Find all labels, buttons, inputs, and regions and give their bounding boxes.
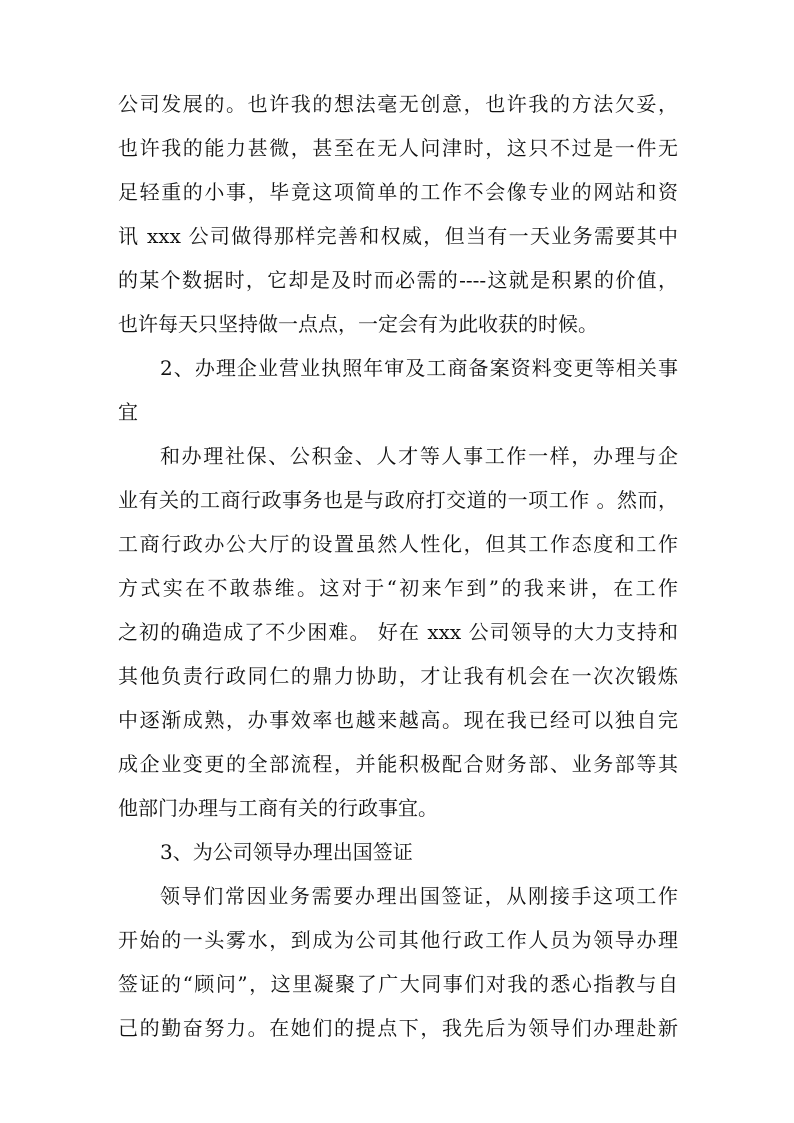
text-line: 中逐渐成熟，办事效率也越来越高。现在我已经可以独自完 <box>118 708 678 732</box>
text-line: 业有关的工商行政事务也是与政府打交道的一项工作 。然而， <box>118 488 678 512</box>
text-line: 公司发展的。也许我的想法毫无创意，也许我的方法欠妥， <box>118 92 678 116</box>
text-line: 也许我的能力甚微，甚至在无人问津时，这只不过是一件无 <box>118 136 678 160</box>
text-line: 工商行政办公大厅的设置虽然人性化，但其工作态度和工作 <box>118 532 678 556</box>
text-line: 方式实在不敢恭维。这对于“初来乍到”的我来讲，在工作 <box>118 576 678 600</box>
section-heading: 3、为公司领导办理出国签证 <box>160 840 413 864</box>
text-line: 也许每天只坚持做一点点，一定会有为此收获的时候。 <box>118 312 598 336</box>
text-line: 其他负责行政同仁的鼎力协助，才让我有机会在一次次锻炼 <box>118 664 678 688</box>
text-line: 签证的“顾问”，这里凝聚了广大同事们对我的悉心指教与自 <box>118 972 678 996</box>
text-line: 和办理社保、公积金、人才等人事工作一样，办理与企 <box>160 444 678 468</box>
text-line: 己的勤奋努力。在她们的提点下，我先后为领导们办理赴新 <box>118 1016 678 1040</box>
text-line: 开始的一头雾水，到成为公司其他行政工作人员为领导办理 <box>118 928 678 952</box>
section-heading: 2、办理企业营业执照年审及工商备案资料变更等相关事 <box>160 356 678 380</box>
text-line: 讯 xxx 公司做得那样完善和权威，但当有一天业务需要其中 <box>118 224 678 248</box>
text-line: 成企业变更的全部流程，并能积极配合财务部、业务部等其 <box>118 752 678 776</box>
text-line: 领导们常因业务需要办理出国签证，从刚接手这项工作 <box>160 884 678 908</box>
text-line: 他部门办理与工商有关的行政事宜。 <box>118 796 438 820</box>
text-line: 足轻重的小事，毕竟这项简单的工作不会像专业的网站和资 <box>118 180 678 204</box>
text-line: 的某个数据时，它却是及时而必需的----这就是积累的价值， <box>118 268 678 292</box>
section-heading-continued: 宜 <box>118 400 138 424</box>
text-line: 之初的确造成了不少困难。 好在 xxx 公司领导的大力支持和 <box>118 620 678 644</box>
